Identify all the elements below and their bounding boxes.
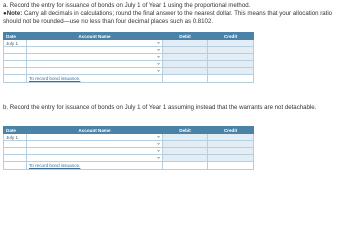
memo-row: [4, 162, 254, 170]
credit-input[interactable]: [208, 47, 254, 54]
debit-input[interactable]: [163, 148, 208, 155]
debit-input[interactable]: [163, 61, 208, 68]
credit-input[interactable]: [208, 148, 254, 155]
date-cell: [4, 47, 27, 54]
debit-input[interactable]: [163, 40, 208, 47]
memo-credit-blank: [208, 75, 254, 83]
memo-row: [4, 75, 254, 83]
credit-input[interactable]: [208, 141, 254, 148]
account-select[interactable]: [27, 148, 163, 155]
table-row: [4, 134, 254, 141]
chevron-down-icon: ⌄: [156, 133, 161, 140]
col-account-name: Account Name: [27, 33, 163, 40]
chevron-down-icon: ⌄: [156, 39, 161, 46]
memo-text: To record bond issuance.: [27, 75, 163, 83]
table-row: [4, 155, 254, 162]
account-select[interactable]: [27, 61, 163, 68]
date-cell: [4, 68, 27, 75]
table-row: [4, 68, 254, 75]
credit-input[interactable]: [208, 134, 254, 141]
debit-input[interactable]: [163, 155, 208, 162]
date-cell: [4, 54, 27, 61]
debit-input[interactable]: [163, 54, 208, 61]
part-b-instruction: b. Record the entry for issuance of bonds on July 1 of Year 1 assuming instead that the warrants are not detachable.: [3, 104, 317, 111]
account-select[interactable]: [27, 40, 163, 47]
part-a-note-continued: should not be rounded—use no less than four decimal places such as 0.8102.: [3, 18, 214, 25]
debit-input[interactable]: [163, 68, 208, 75]
account-select[interactable]: [27, 68, 163, 75]
date-cell: [4, 61, 27, 68]
memo-debit-blank: [163, 162, 208, 170]
table-row: [4, 40, 254, 47]
memo-text: To record bond issuance.: [27, 162, 163, 170]
date-cell: [4, 162, 27, 170]
table-row: [4, 54, 254, 61]
account-select[interactable]: [27, 155, 163, 162]
credit-input[interactable]: [208, 40, 254, 47]
account-select[interactable]: [27, 47, 163, 54]
date-cell: [4, 148, 27, 155]
chevron-down-icon: ⌄: [156, 147, 161, 154]
table-row: [4, 61, 254, 68]
date-cell: July 1: [4, 40, 27, 47]
col-date: Date: [4, 33, 27, 40]
credit-input[interactable]: [208, 54, 254, 61]
col-debit: Debit: [163, 33, 208, 40]
col-account-name: Account Name: [27, 127, 163, 134]
table-header: [4, 33, 254, 40]
chevron-down-icon: ⌄: [156, 140, 161, 147]
journal-table-b: [3, 126, 254, 170]
credit-input[interactable]: [208, 61, 254, 68]
date-cell: [4, 155, 27, 162]
part-a-instruction: a. Record the entry for issuance of bonds on July 1 of Year 1 using the proportional method.: [3, 2, 251, 9]
note-text: Carry all decimals in calculations; round the final answer to the nearest dollar. This means that your allocation ratio: [22, 10, 333, 17]
chevron-down-icon: ⌄: [156, 46, 161, 53]
note-label: ●Note:: [3, 10, 23, 17]
debit-input[interactable]: [163, 134, 208, 141]
journal-table-a: [3, 32, 254, 83]
date-cell: [4, 75, 27, 83]
table-row: [4, 141, 254, 148]
chevron-down-icon: ⌄: [156, 60, 161, 67]
debit-input[interactable]: [163, 47, 208, 54]
col-date: Date: [4, 127, 27, 134]
account-select[interactable]: [27, 54, 163, 61]
table-row: [4, 47, 254, 54]
account-select[interactable]: [27, 141, 163, 148]
col-debit: Debit: [163, 127, 208, 134]
date-cell: [4, 141, 27, 148]
table-header: [4, 127, 254, 134]
col-credit: Credit: [208, 33, 254, 40]
chevron-down-icon: ⌄: [156, 154, 161, 161]
date-cell: July 1: [4, 134, 27, 141]
chevron-down-icon: ⌄: [156, 67, 161, 74]
table-row: [4, 148, 254, 155]
part-a-note: [3, 10, 332, 18]
credit-input[interactable]: [208, 155, 254, 162]
memo-debit-blank: [163, 75, 208, 83]
credit-input[interactable]: [208, 68, 254, 75]
memo-credit-blank: [208, 162, 254, 170]
col-credit: Credit: [208, 127, 254, 134]
chevron-down-icon: ⌄: [156, 53, 161, 60]
debit-input[interactable]: [163, 141, 208, 148]
account-select[interactable]: [27, 134, 163, 141]
